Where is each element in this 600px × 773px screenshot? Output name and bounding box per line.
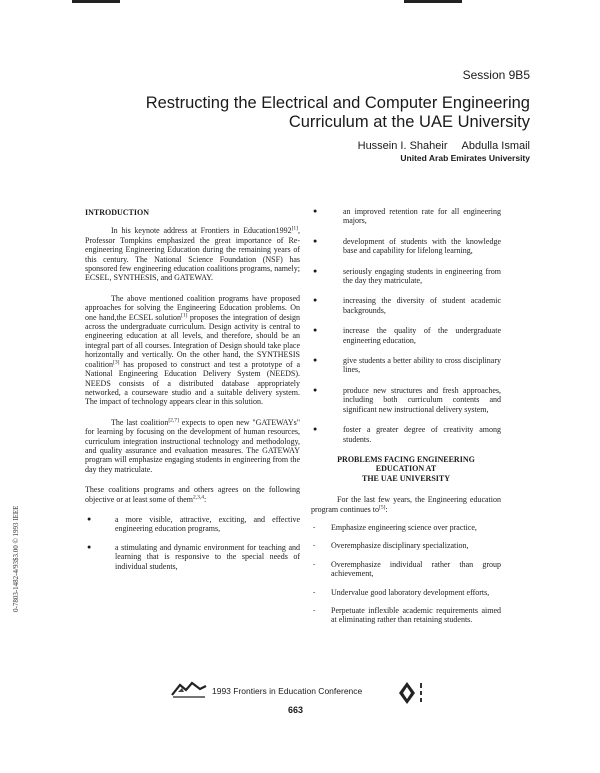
list-item: ● seriously engaging students in engineering from the day they matriculate, bbox=[313, 266, 501, 286]
intro-paragraph-1: In his keynote address at Frontiers in Education1992[1], Professor Tompkins emphasized the great importance of Re-engineering Engineering Education during the remaining years of this century. The National Science Foundation (NSF) has sponsored few engineering education coalitions programs, namely; ECSEL, SYNTHESIS, and GATEWAY. bbox=[85, 225, 300, 283]
bullet-icon: ● bbox=[313, 385, 318, 394]
author-line bbox=[358, 140, 530, 152]
list-item: ● development of students with the knowledge base and capability for lifelong learning, bbox=[313, 236, 501, 256]
bullet-icon: ● bbox=[313, 326, 318, 335]
problems-heading: PROBLEMS FACING ENGINEERING EDUCATION AT THE UAE UNIVERSITY bbox=[337, 454, 475, 483]
ieee-diamond-icon bbox=[397, 680, 431, 706]
bullet-icon: ● bbox=[313, 207, 318, 215]
bullet-icon: ● bbox=[313, 236, 318, 245]
intro-paragraph-2: The above mentioned coalition programs have proposed approaches for solving the Engineering Education problems. On one hand,the ECSEL solution[1] proposes the integration of design across the undergraduate curriculum. Design activity is central to engineering education at all levels, and therefore, should be an integral part of all courses. Integration of Design should take place horizontally and vertically. On the other hand, the SYNTHESIS coalition[3] has proposed to construct and test a prototype of a National Engineering Education Delivery System (NEEDS). NEEDS consists of a distributed database appropriately networked, a courseware studio and a suitable delivery system. The impact of technology appears clear in this solution. bbox=[85, 293, 300, 407]
paper-title: Restructing the Electrical and Computer Engineering Curriculum at the UAE University bbox=[145, 94, 530, 131]
bullet-icon: ● bbox=[313, 296, 318, 305]
dash-icon: - bbox=[313, 559, 316, 568]
intro-paragraph-3: The last coalition[2,7] expects to open new "GATEWAYs" for learning by focusing on the development of human resources, curriculum integration instructional technology and methodology, and quality assurance and evaluation measures. The GATEWAY program will emphasize engaging students in engineering from the day they matriculate. bbox=[85, 417, 300, 474]
copyright-sidebar: 0-7803-1482-4/93$3.00 © 1993 IEEE bbox=[12, 505, 20, 612]
author-2: Abdulla Ismail bbox=[461, 140, 530, 152]
bullet-icon: ● bbox=[313, 356, 318, 365]
list-item: ● an improved retention rate for all engineering majors, bbox=[313, 207, 501, 226]
list-item: - Undervalue good laboratory development efforts, bbox=[313, 587, 490, 597]
list-item: ● a more visible, attractive, exciting, and effective engineering education programs, bbox=[87, 514, 300, 534]
author-1: Hussein I. Shaheir bbox=[357, 140, 448, 152]
list-item: ● give students a better ability to cross disciplinary lines, bbox=[313, 356, 501, 375]
list-item: ● a stimulating and dynamic environment for teaching and learning that is responsive to the special needs of individual students, bbox=[87, 542, 300, 571]
list-item: - Emphasize engineering science over practice, bbox=[313, 522, 477, 532]
list-item: - Overemphasize disciplinary specialization, bbox=[313, 541, 469, 551]
list-item: ● foster a greater degree of creativity among students. bbox=[313, 425, 501, 444]
scan-mark-right bbox=[404, 0, 462, 3]
bullet-icon: ● bbox=[313, 425, 318, 434]
problems-list bbox=[311, 523, 501, 625]
left-column bbox=[85, 208, 300, 580]
affiliation: United Arab Emirates University bbox=[400, 153, 530, 163]
objectives-list-right bbox=[311, 207, 501, 444]
dash-icon: - bbox=[313, 522, 316, 531]
intro-paragraph-4: These coalitions programs and others agrees on the following objective or at least some of them$^{2,3,4}$: bbox=[85, 485, 300, 504]
list-item: - Perpetuate inflexible academic requirements aimed at eliminating rather than retaining students. bbox=[313, 605, 501, 625]
problems-intro: For the last few years, the Engineering education program continues to[5]: bbox=[311, 495, 501, 514]
dash-icon: - bbox=[313, 587, 316, 596]
scan-mark-left bbox=[72, 0, 120, 3]
conference-footer: 1993 Frontiers in Education Conference bbox=[212, 686, 363, 696]
page-number: 663 bbox=[288, 705, 304, 715]
session-label: Session 9B5 bbox=[462, 68, 530, 82]
bullet-icon: ● bbox=[313, 266, 318, 275]
list-item: ● produce new structures and fresh approaches, including both curriculum contents and significant new instructional delivery system, bbox=[313, 385, 501, 414]
fie-logo-icon bbox=[170, 681, 208, 699]
right-column bbox=[311, 207, 501, 634]
bullet-icon: ● bbox=[87, 542, 92, 551]
dash-icon: - bbox=[313, 541, 316, 550]
list-item: ● increasing the diversity of student academic backgrounds, bbox=[313, 296, 501, 315]
intro-heading: INTRODUCTION bbox=[85, 208, 150, 217]
bullet-icon: ● bbox=[87, 514, 92, 523]
list-item: ● increase the quality of the undergraduate engineering education, bbox=[313, 326, 501, 345]
list-item: - Overemphasize individual rather than group achievement, bbox=[313, 559, 501, 579]
objectives-list-left bbox=[85, 515, 300, 571]
dash-icon: - bbox=[313, 605, 316, 614]
